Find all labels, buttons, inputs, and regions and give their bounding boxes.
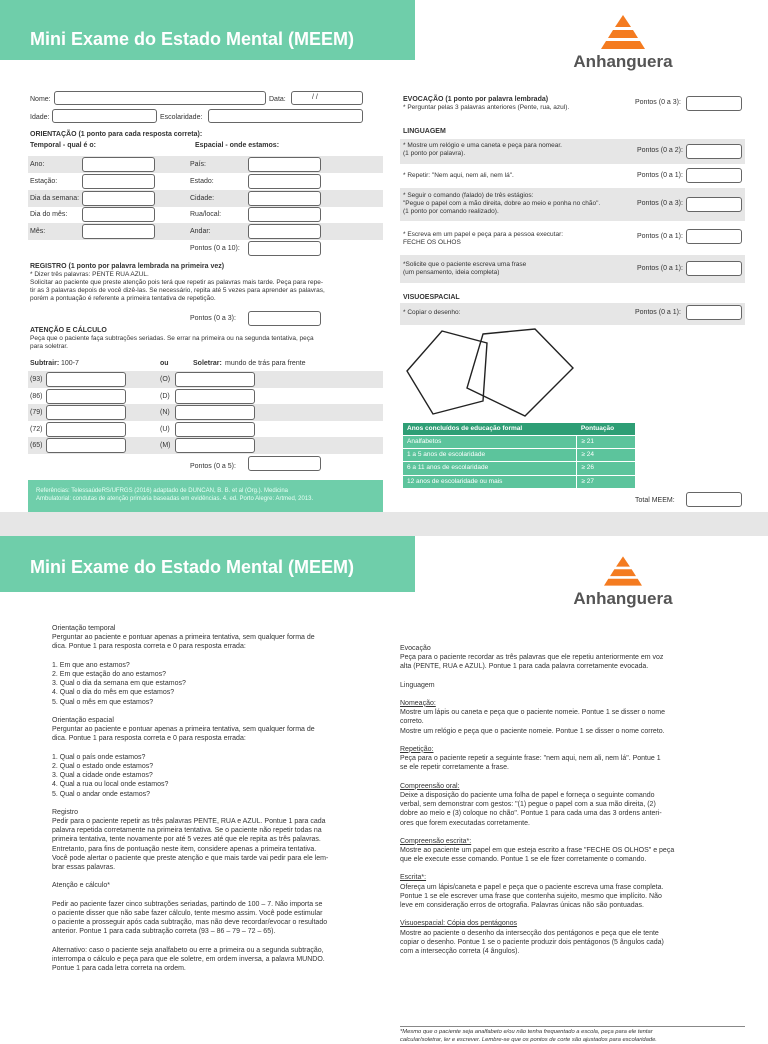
title-banner: Mini Exame do Estado Mental (MEEM) (0, 0, 415, 60)
table-row: Analfabetos ≥ 21 (403, 436, 635, 449)
pontos-orientacao-label: Pontos (0 a 10): (190, 245, 240, 252)
pontos-ling4-label: Pontos (0 a 1): (637, 233, 683, 240)
education-table (403, 423, 635, 489)
total-meem-label: Total MEEM: (635, 497, 675, 504)
title-banner-2: Mini Exame do Estado Mental (MEEM) (0, 536, 415, 592)
pais-field[interactable] (248, 157, 321, 172)
espacial-label: Espacial - onde estamos: (195, 142, 280, 149)
let-m-field[interactable] (175, 438, 255, 453)
let-item-o: (O) (160, 376, 171, 383)
ling-item-4: * Escreva em um papel e peça para a pessoa executar: FECHE OS OLHOS (403, 231, 564, 247)
estacao-field[interactable] (82, 174, 155, 189)
temporal-item-ano: Ano: (30, 161, 45, 168)
pontos-evocacao-label: Pontos (0 a 3): (635, 99, 681, 106)
espacial-item-pais: País: (190, 161, 206, 168)
pentagons-drawing (405, 326, 585, 421)
espacial-item-estado: Estado: (190, 178, 214, 185)
temporal-item-dia-semana: Dia da semana: (30, 195, 80, 202)
instructions-page (0, 512, 768, 1043)
escolaridade-field[interactable] (208, 109, 363, 123)
triangle-logo-icon (604, 556, 642, 586)
pontos-orientacao-field[interactable] (248, 241, 321, 256)
data-field[interactable] (291, 91, 363, 105)
edu-header-anos: Anos concluídos de educação formal (403, 423, 577, 436)
dia-semana-field[interactable] (82, 191, 155, 206)
ano-field[interactable] (82, 157, 155, 172)
sub-93-field[interactable] (46, 372, 126, 387)
rua-field[interactable] (248, 207, 321, 222)
atencao-text: Peça que o paciente faça subtrações seriadas. Se errar na primeira ou na segunda tentativa, peça para soletrar. (30, 335, 314, 350)
edu-header-pontuacao: Pontuação (577, 423, 635, 436)
let-item-d: (D) (160, 393, 170, 400)
pontos-ling5-label: Pontos (0 a 1): (637, 265, 683, 272)
nome-field[interactable] (54, 91, 266, 105)
espacial-item-rua: Rua/local: (190, 211, 222, 218)
pontos-atencao-label: Pontos (0 a 5): (190, 463, 236, 470)
dia-mes-field[interactable] (82, 207, 155, 222)
visuoespacial-text: * Copiar o desenho: (403, 309, 461, 316)
references-box: Referências: TelessaúdeRS/UFRGS (2016) adaptado de DUNCAN, B. B. et al (Org.). Medicina Ambulatorial: condutas de atenção primária baseadas em evidências. 4. ed. Porto Alegre: Artmed, 2013. (28, 480, 383, 514)
idade-label: Idade: (30, 114, 50, 121)
pontos-ling2-label: Pontos (0 a 1): (637, 172, 683, 179)
idade-field[interactable] (52, 109, 157, 123)
orientacao-title: ORIENTAÇÃO (1 ponto para cada resposta correta): (30, 131, 203, 138)
temporal-item-mes: Mês: (30, 228, 46, 235)
espacial-item-andar: Andar: (190, 228, 211, 235)
pontos-visuo-label: Pontos (0 a 1): (635, 309, 681, 316)
pontos-evocacao-field[interactable] (686, 96, 742, 111)
registro-title: REGISTRO (1 ponto por palavra lembrada na primeira vez) (30, 263, 225, 270)
ling-item-5: *Solicite que o paciente escreva uma frase (um pensamento, ideia completa) (403, 261, 527, 277)
pontos-ling3-field[interactable] (686, 197, 742, 212)
ou-label: ou (160, 360, 169, 367)
logo-text: Anhanguera (573, 52, 673, 71)
visuoespacial-title: VISUOESPACIAL (403, 294, 460, 301)
let-o-field[interactable] (175, 372, 255, 387)
let-item-u: (U) (160, 426, 170, 433)
sub-item-65: (65) (30, 442, 43, 449)
andar-field[interactable] (248, 224, 321, 239)
sub-item-86: (86) (30, 393, 43, 400)
sub-65-field[interactable] (46, 438, 126, 453)
pontos-ling4-field[interactable] (686, 229, 742, 244)
table-row: 12 anos de escolaridade ou mais ≥ 27 (403, 475, 635, 488)
let-n-field[interactable] (175, 405, 255, 420)
pontos-ling1-label: Pontos (0 a 2): (637, 147, 683, 154)
pontos-atencao-field[interactable] (248, 456, 321, 471)
triangle-logo-icon (601, 15, 645, 49)
temporal-item-estacao: Estação: (30, 178, 58, 185)
data-slashes: / / (312, 94, 318, 101)
logo-text-2: Anhanguera (573, 589, 673, 608)
pontos-registro-label: Pontos (0 a 3): (190, 315, 236, 322)
soletrar-label: Soletrar: (193, 360, 222, 367)
instructions-right-column: Evocação Peça para o paciente recordar as três palavras que ele repetiu anteriormente em voz alta (PENTE, RUA e AZUL). Pontue 1 para cada palavra corretamente evocada. Linguagem Nomeação: Mostre um lápis ou caneta e peça que o paciente nomeie. Pontue 1 se disser o nome correto. Mostre um relógio e peça que o paciente nomeie. Pontue 1 se disser o nome correto. Repetição: Peça para o paciente repetir a seguinte frase: "nem aqui, nem ali, nem lá". Pontue 1 se ele repetir corretamente a frase. Compreensão oral: Deixe a disposição do paciente uma folha de papel e forneça o seguinte comando verbal, sem demonstrar com gestos: "(1) pegue o papel com a sua mão direita, (2) dobre ao meio e (3) coloque no chão". Pontue 1 para cada uma das 3 ordens anteri- ores que forem executadas corretamente. Compreensão escrita*: Mostre ao paciente um papel em que esteja escrito a frase "FECHE OS OLHOS" e peça que ele execute esse comando. Pontue 1 se ele fizer corretamente o comando. Escrita*: Ofereça um lápis/caneta e papel e peça que o paciente escreva uma frase completa. Pontue 1 se ele escrever uma frase que contenha sujeito, mesmo que implícito. Não leve em consideração erros de ortografia. Palavras únicas não são pontuadas. Visuoespacial: Cópia dos pentágonos Mostre ao paciente o desenho da intersecção dos pentágonos e peça que ele tente copiar o desenho. Pontue 1 se o paciente produzir dois pentágonos (5 ângulos cada) com a intersecção correta (4 ângulos). (400, 645, 675, 956)
pontos-ling3-label: Pontos (0 a 3): (637, 200, 683, 207)
atencao-title: ATENÇÃO E CÁLCULO (30, 327, 107, 334)
ling-item-3: * Seguir o comando (falado) de três estágios: "Pegue o papel com a mão direita, dobre ao meio e ponha no chão". (1 ponto por comando realizado). (403, 192, 601, 216)
cidade-field[interactable] (248, 191, 321, 206)
ling-item-1: * Mostre um relógio e uma caneta e peça para nomear. (1 ponto por palavra). (403, 142, 562, 158)
footnote-divider (400, 1026, 745, 1027)
nome-label: Nome: (30, 96, 51, 103)
soletrar-value: mundo de trás para frente (225, 360, 306, 367)
data-label: Data: (269, 96, 286, 103)
let-u-field[interactable] (175, 422, 255, 437)
ling-item-2: * Repetir: "Nem aqui, nem ali, nem lá". (403, 172, 514, 179)
anhanguera-logo-2 (568, 556, 678, 616)
sub-79-field[interactable] (46, 405, 126, 420)
anhanguera-logo (568, 15, 678, 75)
footnote: *Mesmo que o paciente seja analfabeto e/ou não tenha frequentado a escola, peça para ele tentar calcular/soletrar, ler e escrever. Lembre-se que os pontos de corte são ajustados para escolaridade. (400, 1029, 657, 1043)
let-d-field[interactable] (175, 389, 255, 404)
pontos-ling1-field[interactable] (686, 144, 742, 159)
sub-86-field[interactable] (46, 389, 126, 404)
let-item-n: (N) (160, 409, 170, 416)
registro-text: * Dizer três palavras: PENTE RUA AZUL. Solicitar ao paciente que preste atenção pois terá que repetir as palavras mais tarde. Peça para repe- tir as 3 palavras depois de você dizê-las. Se necessário, repita até 5 vezes para aprender as palavras, porém a pontuação é referente a primeira tentativa de repetição. (30, 271, 325, 302)
sub-item-72: (72) (30, 426, 43, 433)
pontos-ling2-field[interactable] (686, 168, 742, 183)
sub-item-79: (79) (30, 409, 43, 416)
subtrair-value: 100-7 (61, 360, 79, 367)
total-meem-field[interactable] (686, 492, 742, 507)
evocacao-title: EVOCAÇÃO (1 ponto por palavra lembrada) (403, 96, 549, 103)
instructions-left-column: Orientação temporal Perguntar ao paciente e pontuar apenas a primeira tentativa, sem qualquer forma de dica. Pontue 1 para resposta correta e 0 para resposta errada: 1. Em que ano estamos? 2. Em que estação do ano estamos? 3. Qual o dia da semana em que estamos? 4. Qual o dia do mês em que estamos? 5. Qual o mês em que estamos? Orientação espacial Perguntar ao paciente e pontuar apenas a primeira tentativa, sem qualquer forma de dica. Pontue 1 para resposta correta e 0 para resposta errada: 1. Qual o país onde estamos? 2. Qual o estado onde estamos? 3. Qual a cidade onde estamos? 4. Qual a rua ou local onde estamos? 5. Qual o andar onde estamos? Registro Pedir para o paciente repetir as três palavras PENTE, RUA e AZUL. Pontue 1 para cada palavra repetida corretamente na primeira tentativa. Se o paciente não repetir todas na primeira tentativa, tente novamente por até 5 vezes até que ele repita as três palavras. Entretanto, para fins de pontuação neste item, considere apenas a primeira tentativa. Você pode alertar o paciente que preste atenção e que mais tarde vai pedir para ele lem- brar essas palavras. Atenção e cálculo* Pedir ao paciente fazer cinco subtrações seriadas, partindo de 100 – 7. Não importa se o paciente disser que não sabe fazer cálculo, tente mesmo assim. Você pode estimular o paciente a prosseguir após cada subtração, mas não deve recordar/evocar o resultado anterior. Pontue 1 para cada subtração correta (93 – 86 – 79 – 72 – 65). Alternativo: caso o paciente seja analfabeto ou erre a primeira ou a segunda subtração, interrompa o cálculo e peça para que ele soletre, em ordem inversa, a palavra MUNDO. Pontue 1 para cada letra correta na ordem. (52, 625, 329, 973)
mes-field[interactable] (82, 224, 155, 239)
form-page (0, 0, 768, 512)
linguagem-title: LINGUAGEM (403, 128, 446, 135)
subtrair-label: Subtrair: (30, 360, 60, 367)
temporal-label: Temporal - qual é o: (30, 142, 96, 149)
pontos-visuo-field[interactable] (686, 305, 742, 320)
escolaridade-label: Escolaridade: (160, 114, 203, 121)
evocacao-text: * Perguntar pelas 3 palavras anteriores (Pente, rua, azul). (403, 104, 570, 111)
espacial-item-cidade: Cidade: (190, 195, 215, 202)
temporal-item-dia-mes: Dia do mês: (30, 211, 68, 218)
estado-field[interactable] (248, 174, 321, 189)
table-row: 6 a 11 anos de escolaridade ≥ 26 (403, 462, 635, 475)
sub-72-field[interactable] (46, 422, 126, 437)
table-row: 1 a 5 anos de escolaridade ≥ 24 (403, 449, 635, 462)
let-item-m: (M) (160, 442, 171, 449)
pontos-ling5-field[interactable] (686, 261, 742, 276)
pontos-registro-field[interactable] (248, 311, 321, 326)
sub-item-93: (93) (30, 376, 43, 383)
